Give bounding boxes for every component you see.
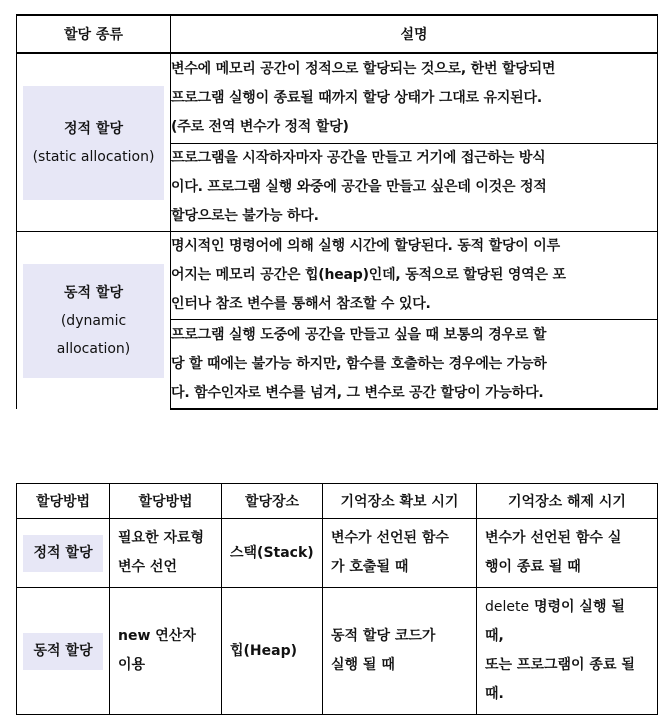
header-method: 할당방법	[17, 484, 110, 519]
free-time-cell	[477, 588, 658, 715]
description-line: 명시적인 명령어에 의해 실행 시간에 할당된다. 동적 할당이 이루	[171, 238, 560, 254]
cell-line: 이용	[118, 657, 146, 673]
header-method-2: 할당방법	[110, 484, 222, 519]
table-row	[17, 588, 658, 715]
header-allocation-type: 할당 종류	[17, 15, 171, 53]
category-english: (static allocation)	[32, 148, 155, 165]
header-description: 설명	[171, 15, 658, 53]
description-line: 인터나 참조 변수를 통해서 참조할 수 있다.	[171, 296, 431, 312]
description-line: 당 할 때에는 불가능 하지만, 함수를 호출하는 경우에는 가능하	[171, 355, 547, 372]
type-cell	[17, 588, 110, 715]
allocation-method-table	[16, 483, 658, 715]
allocation-type-table	[16, 14, 658, 410]
cell-line: 때,	[485, 628, 504, 644]
description-line: 프로그램 실행이 종료될 때까지 할당 상태가 그대로 유지된다.	[171, 90, 542, 106]
type-label: 동적 할당	[23, 633, 103, 670]
cell-line: 힙(Heap)	[230, 642, 298, 659]
cell-line: 동적 할당 코드가	[331, 628, 436, 644]
free-time-cell	[477, 519, 658, 588]
cell-line: 변수가 선언된 함수	[331, 530, 449, 546]
cell-line: 실행 될 때	[331, 657, 395, 673]
description-line: (주로 전역 변수가 정적 할당)	[171, 119, 349, 135]
table-row	[17, 53, 658, 144]
type-label: 정적 할당	[23, 535, 103, 572]
table-header-row	[17, 15, 658, 53]
category-cell-dynamic	[17, 232, 171, 410]
cell-line: 필요한 자료형	[118, 530, 205, 546]
cell-line: 또는 프로그램이 종료 될	[485, 657, 635, 673]
description-cell	[171, 320, 658, 410]
alloc-time-cell	[323, 519, 477, 588]
description-line: 어지는 메모리 공간은 힙(heap)인데, 동적으로 할당된 영역은 포	[171, 267, 566, 283]
description-line: 할당으로는 불가능 하다.	[171, 208, 319, 224]
cell-line: 행이 종료 될 때	[485, 559, 581, 575]
category-dynamic-label	[23, 264, 164, 378]
header-location: 할당장소	[222, 484, 323, 519]
keyword-delete: delete	[485, 599, 530, 615]
category-static-label	[23, 86, 164, 200]
cell-line: 가 호출될 때	[331, 559, 409, 575]
description-cell	[171, 232, 658, 320]
cell-line: 변수 선언	[118, 559, 177, 575]
category-name: 정적 할당	[64, 120, 123, 137]
method-cell	[110, 588, 222, 715]
description-line: 변수에 메모리 공간이 정적으로 할당되는 것으로, 한번 할당되면	[171, 61, 556, 77]
description-line: 프로그램 실행 도중에 공간을 만들고 싶을 때 보통의 경우로 할	[171, 326, 547, 343]
table-row	[17, 232, 658, 320]
cell-line: 때.	[485, 686, 504, 702]
location-cell	[222, 588, 323, 715]
description-line: 다. 함수인자로 변수를 넘겨, 그 변수로 공간 할당이 가능하다.	[171, 384, 544, 401]
description-line: 이다. 프로그램 실행 와중에 공간을 만들고 싶은데 이것은 정적	[171, 179, 547, 195]
description-cell	[171, 53, 658, 144]
header-free-time: 기억장소 해제 시기	[477, 484, 658, 519]
cell-line	[485, 593, 649, 622]
cell-line: 스택(Stack)	[230, 544, 314, 561]
alloc-time-cell	[323, 588, 477, 715]
category-name: 동적 할당	[64, 284, 123, 301]
category-english: (dynamic	[60, 312, 127, 329]
category-english: allocation)	[56, 340, 131, 357]
category-cell-static	[17, 53, 171, 232]
header-alloc-time: 기억장소 확보 시기	[323, 484, 477, 519]
description-cell	[171, 144, 658, 232]
location-cell	[222, 519, 323, 588]
table-row	[17, 519, 658, 588]
cell-line: 변수가 선언된 함수 실	[485, 530, 622, 546]
type-cell	[17, 519, 110, 588]
cell-line: new 연산자	[118, 628, 196, 644]
description-line: 프로그램을 시작하자마자 공간을 만들고 거기에 접근하는 방식	[171, 150, 546, 166]
cell-text: 명령이 실행 될	[529, 599, 625, 615]
method-cell	[110, 519, 222, 588]
table-header-row	[17, 484, 658, 519]
